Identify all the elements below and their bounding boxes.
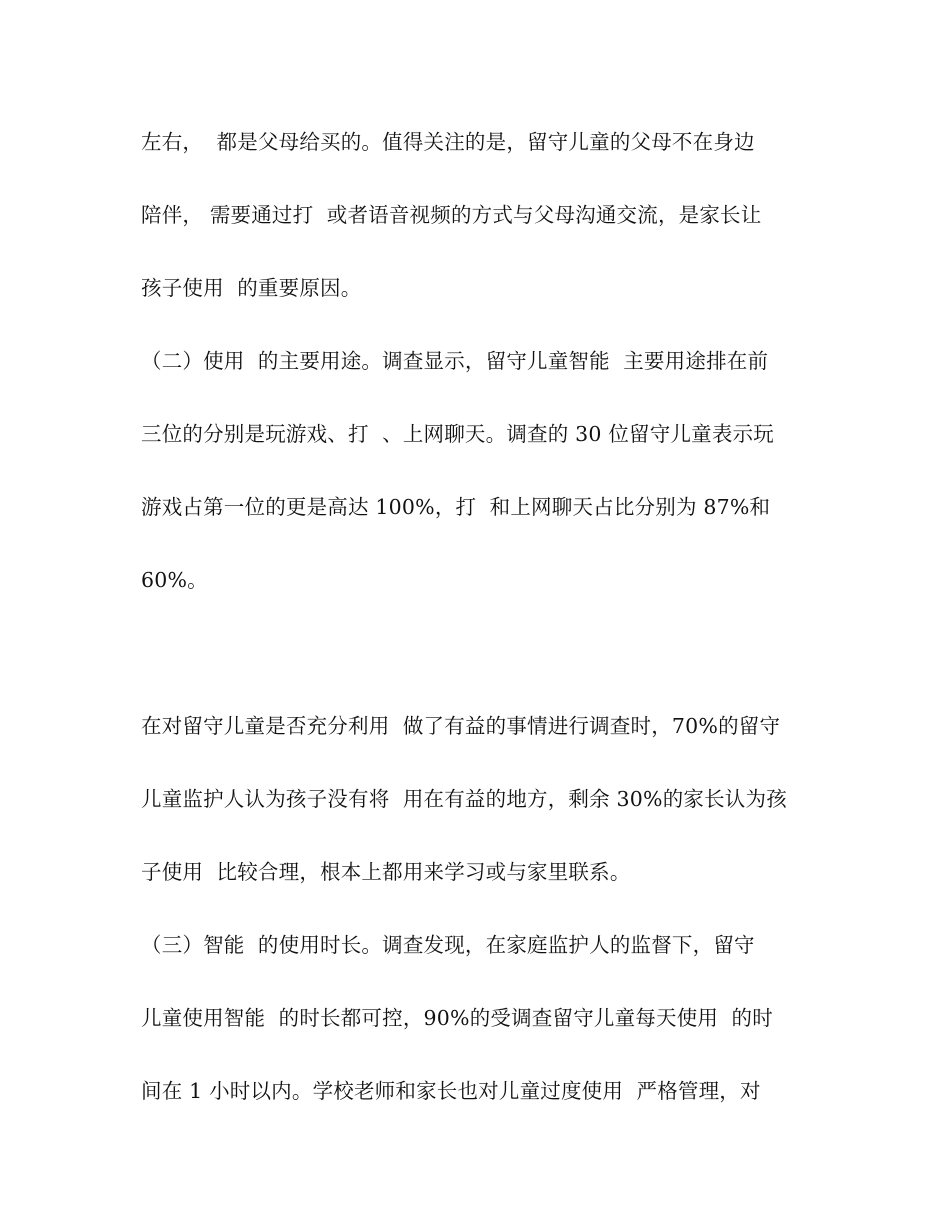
text-line: 陪伴， 需要通过打 或者语音视频的方式与父母沟通交流，是家长让: [141, 203, 762, 227]
text-line: 三位的分别是玩游戏、打 、上网聊天。调查的 30 位留守儿童表示玩: [141, 422, 774, 446]
text-line: 在对留守儿童是否充分利用 做了有益的事情进行调查时，70%的留守: [141, 714, 781, 738]
text-line: 游戏占第一位的更是高达 100%，打 和上网聊天占比分别为 87%和: [141, 495, 771, 519]
text-line: （二）使用 的主要用途。调查显示，留守儿童智能 主要用途排在前: [141, 349, 769, 373]
text-line: （三）智能 的使用时长。调查发现，在家庭监护人的监督下，留守: [141, 933, 755, 957]
text-line: 儿童监护人认为孩子没有将 用在有益的地方，剩余 30%的家长认为孩: [141, 787, 787, 811]
text-line: 60%。: [141, 568, 208, 592]
text-line: 孩子使用 的重要原因。: [141, 276, 362, 300]
text-line: 子使用 比较合理，根本上都用来学习或与家里联系。: [141, 860, 631, 884]
text-line: 儿童使用智能 的时长都可控，90%的受调查留守儿童每天使用 的时: [141, 1006, 773, 1030]
text-line: 左右， 都是父母给买的。值得关注的是，留守儿童的父母不在身边: [141, 130, 755, 154]
text-line: 间在 1 小时以内。学校老师和家长也对儿童过度使用 严格管理，对: [141, 1079, 761, 1103]
